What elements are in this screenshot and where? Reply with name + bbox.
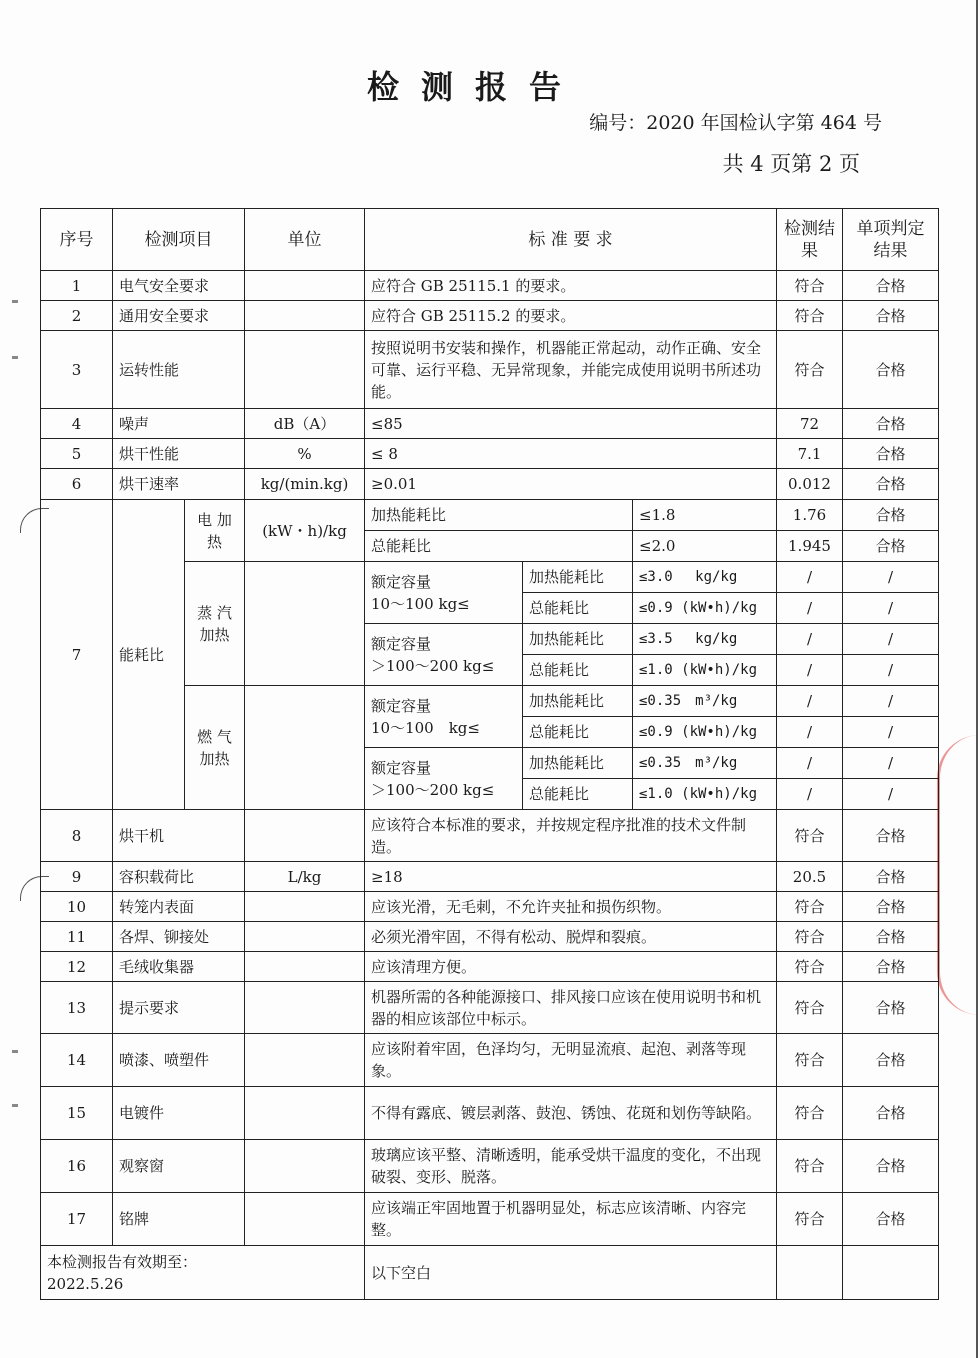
energy-limit: ≤0.9 (kW•h)/kg — [633, 717, 777, 748]
row-unit: % — [245, 439, 365, 469]
row-verdict: 合格 — [843, 1034, 939, 1087]
row-verdict: / — [843, 748, 939, 779]
row-unit — [245, 271, 365, 301]
col-header-verdict: 单项判定结果 — [843, 209, 939, 271]
row-result: / — [777, 748, 843, 779]
energy-limit: ≤0.35 m³/kg — [633, 748, 777, 779]
row-requirement: 应该附着牢固，色泽均匀，无明显流痕、起泡、剥落等现象。 — [365, 1034, 777, 1087]
row-requirement: ≥18 — [365, 862, 777, 892]
row-result: / — [777, 779, 843, 810]
row-requirement: 机器所需的各种能源接口、排风接口应该在使用说明书和机器的相应该部位中标示。 — [365, 982, 777, 1034]
row-unit — [245, 1034, 365, 1087]
row-result: 20.5 — [777, 862, 843, 892]
row-no: 7 — [41, 500, 113, 810]
row-verdict: / — [843, 562, 939, 593]
validity-date: 2022.5.26 — [47, 1274, 124, 1293]
row-verdict: 合格 — [843, 301, 939, 331]
row-result: 符合 — [777, 1193, 843, 1246]
rated-capacity-label: 额定容量 — [371, 634, 432, 653]
scan-mark — [12, 1104, 18, 1107]
row-no: 3 — [41, 331, 113, 409]
table-row — [41, 469, 939, 500]
energy-row-electric-heating — [41, 500, 939, 531]
rated-capacity-range: 10～100 kg≤ — [371, 594, 470, 613]
row-result: 72 — [777, 409, 843, 439]
row-verdict: 合格 — [843, 531, 939, 562]
row-result: 0.012 — [777, 469, 843, 500]
row-item: 观察窗 — [113, 1140, 245, 1193]
row-no: 8 — [41, 810, 113, 862]
row-item: 烘干速率 — [113, 469, 245, 500]
rated-capacity — [365, 686, 523, 748]
energy-metric-name: 加热能耗比 — [523, 748, 633, 779]
row-item: 运转性能 — [113, 331, 245, 409]
row-result: 符合 — [777, 922, 843, 952]
row-result: / — [777, 624, 843, 655]
row-verdict: / — [843, 593, 939, 624]
footer-row — [41, 1246, 939, 1300]
energy-limit: ≤1.0 (kW•h)/kg — [633, 779, 777, 810]
row-requirement: 应符合 GB 25115.1 的要求。 — [365, 271, 777, 301]
energy-metric-name: 总能耗比 — [365, 531, 633, 562]
row-result: 符合 — [777, 1140, 843, 1193]
rated-capacity — [365, 562, 523, 624]
row-unit — [245, 301, 365, 331]
table-row — [41, 952, 939, 982]
row-result: / — [777, 686, 843, 717]
row-item: 转笼内表面 — [113, 892, 245, 922]
energy-metric-name: 加热能耗比 — [523, 562, 633, 593]
table-row — [41, 1034, 939, 1087]
row-result: 符合 — [777, 331, 843, 409]
row-result: / — [777, 593, 843, 624]
energy-limit: ≤3.5 kg/kg — [633, 624, 777, 655]
rated-capacity-label: 额定容量 — [371, 572, 432, 591]
col-header-result: 检测结果 — [777, 209, 843, 271]
row-verdict: 合格 — [843, 922, 939, 952]
row-verdict: 合格 — [843, 862, 939, 892]
row-verdict: / — [843, 686, 939, 717]
energy-metric-name: 加热能耗比 — [523, 624, 633, 655]
row-requirement: 应该符合本标准的要求，并按规定程序批准的技术文件制造。 — [365, 810, 777, 862]
row-requirement: 不得有露底、镀层剥落、鼓泡、锈蚀、花斑和划伤等缺陷。 — [365, 1087, 777, 1140]
row-unit — [245, 982, 365, 1034]
row-no: 2 — [41, 301, 113, 331]
row-item: 各焊、铆接处 — [113, 922, 245, 952]
row-item: 烘干机 — [113, 810, 245, 862]
row-item: 能耗比 — [113, 500, 185, 810]
row-requirement: 应符合 GB 25115.2 的要求。 — [365, 301, 777, 331]
table-row — [41, 409, 939, 439]
row-item: 铭牌 — [113, 1193, 245, 1246]
empty-cell — [777, 1246, 843, 1300]
empty-cell — [843, 1246, 939, 1300]
energy-metric-name: 加热能耗比 — [365, 500, 633, 531]
table-row — [41, 331, 939, 409]
row-result: / — [777, 562, 843, 593]
table-header-row — [41, 209, 939, 271]
row-verdict: 合格 — [843, 439, 939, 469]
row-result: 符合 — [777, 952, 843, 982]
row-verdict: / — [843, 624, 939, 655]
row-result: 1.945 — [777, 531, 843, 562]
row-item: 电镀件 — [113, 1087, 245, 1140]
row-no: 12 — [41, 952, 113, 982]
row-verdict: 合格 — [843, 331, 939, 409]
table-row — [41, 439, 939, 469]
col-header-item: 检测项目 — [113, 209, 245, 271]
row-unit — [245, 922, 365, 952]
row-result: 7.1 — [777, 439, 843, 469]
row-verdict: / — [843, 717, 939, 748]
row-no: 4 — [41, 409, 113, 439]
row-item: 喷漆、喷塑件 — [113, 1034, 245, 1087]
row-requirement: ≤85 — [365, 409, 777, 439]
energy-metric-name: 加热能耗比 — [523, 686, 633, 717]
energy-limit: ≤2.0 — [633, 531, 777, 562]
table-row — [41, 862, 939, 892]
energy-limit: ≤0.35 m³/kg — [633, 686, 777, 717]
row-item: 烘干性能 — [113, 439, 245, 469]
row-result: 符合 — [777, 1034, 843, 1087]
row-requirement: 应该端正牢固地置于机器明显处，标志应该清晰、内容完整。 — [365, 1193, 777, 1246]
rated-capacity-label: 额定容量 — [371, 696, 432, 715]
energy-metric-name: 总能耗比 — [523, 779, 633, 810]
scan-mark — [12, 300, 18, 303]
row-result: / — [777, 655, 843, 686]
row-result: 符合 — [777, 810, 843, 862]
row-requirement: ≥0.01 — [365, 469, 777, 500]
row-unit — [245, 331, 365, 409]
rated-capacity-range: ＞100～200 kg≤ — [371, 780, 495, 799]
validity-label: 本检测报告有效期至： — [47, 1252, 198, 1271]
row-verdict: 合格 — [843, 1087, 939, 1140]
red-seal-stamp — [937, 735, 980, 1015]
page-edge — [976, 0, 978, 1358]
table-row — [41, 892, 939, 922]
heating-type-gas: 燃 气 加热 — [185, 686, 245, 810]
table-row — [41, 922, 939, 952]
row-unit: kg/(min.kg) — [245, 469, 365, 500]
row-verdict: 合格 — [843, 810, 939, 862]
row-unit — [245, 810, 365, 862]
row-requirement: 按照说明书安装和操作，机器能正常起动，动作正确、安全可靠、运行平稳、无异常现象，并能完成使用说明书所述功能。 — [365, 331, 777, 409]
rated-capacity-range: ＞100～200 kg≤ — [371, 656, 495, 675]
energy-metric-name: 总能耗比 — [523, 655, 633, 686]
row-no: 6 — [41, 469, 113, 500]
row-item: 通用安全要求 — [113, 301, 245, 331]
row-requirement: 应该清理方便。 — [365, 952, 777, 982]
col-header-no: 序号 — [41, 209, 113, 271]
row-item: 容积载荷比 — [113, 862, 245, 892]
row-verdict: 合格 — [843, 469, 939, 500]
table-row — [41, 810, 939, 862]
row-verdict: 合格 — [843, 892, 939, 922]
row-unit — [245, 686, 365, 810]
row-verdict: 合格 — [843, 952, 939, 982]
row-verdict: 合格 — [843, 982, 939, 1034]
row-no: 5 — [41, 439, 113, 469]
row-result: 符合 — [777, 982, 843, 1034]
row-no: 11 — [41, 922, 113, 952]
row-no: 1 — [41, 271, 113, 301]
energy-limit: ≤1.8 — [633, 500, 777, 531]
row-result: 1.76 — [777, 500, 843, 531]
table-row — [41, 271, 939, 301]
rated-capacity — [365, 624, 523, 686]
scan-mark — [12, 356, 18, 359]
energy-limit: ≤3.0 kg/kg — [633, 562, 777, 593]
row-unit: (kW・h)/kg — [245, 500, 365, 562]
row-unit — [245, 892, 365, 922]
row-unit — [245, 1087, 365, 1140]
row-item: 毛绒收集器 — [113, 952, 245, 982]
row-no: 16 — [41, 1140, 113, 1193]
row-verdict: 合格 — [843, 409, 939, 439]
row-no: 14 — [41, 1034, 113, 1087]
row-item: 电气安全要求 — [113, 271, 245, 301]
row-requirement: 应该光滑，无毛刺，不允许夹扯和损伤织物。 — [365, 892, 777, 922]
rated-capacity — [365, 748, 523, 810]
row-requirement: 玻璃应该平整、清晰透明，能承受烘干温度的变化，不出现破裂、变形、脱落。 — [365, 1140, 777, 1193]
blank-note: 以下空白 — [365, 1246, 777, 1300]
table-row — [41, 982, 939, 1034]
row-verdict: 合格 — [843, 1140, 939, 1193]
row-item: 提示要求 — [113, 982, 245, 1034]
row-verdict: 合格 — [843, 271, 939, 301]
energy-metric-name: 总能耗比 — [523, 593, 633, 624]
row-no: 10 — [41, 892, 113, 922]
table-row — [41, 1193, 939, 1246]
row-unit — [245, 1140, 365, 1193]
energy-limit: ≤1.0 (kW•h)/kg — [633, 655, 777, 686]
row-verdict: / — [843, 779, 939, 810]
scan-mark — [12, 1050, 18, 1053]
row-result: 符合 — [777, 1087, 843, 1140]
rated-capacity-range: 10～100 kg≤ — [371, 718, 480, 737]
row-no: 13 — [41, 982, 113, 1034]
report-title: 检测报告 — [366, 68, 583, 106]
heating-type-electric: 电 加 热 — [185, 500, 245, 562]
energy-metric-name: 总能耗比 — [523, 717, 633, 748]
heating-type-steam: 蒸 汽 加热 — [185, 562, 245, 686]
table-row — [41, 1140, 939, 1193]
row-unit — [245, 1193, 365, 1246]
validity-cell — [41, 1246, 365, 1300]
row-item: 噪声 — [113, 409, 245, 439]
row-result: 符合 — [777, 892, 843, 922]
row-requirement: ≤ 8 — [365, 439, 777, 469]
col-header-unit: 单位 — [245, 209, 365, 271]
row-result: 符合 — [777, 271, 843, 301]
row-unit — [245, 562, 365, 686]
row-verdict: 合格 — [843, 1193, 939, 1246]
row-verdict: / — [843, 655, 939, 686]
row-result: / — [777, 717, 843, 748]
row-no: 9 — [41, 862, 113, 892]
row-no: 15 — [41, 1087, 113, 1140]
energy-limit: ≤0.9 (kW•h)/kg — [633, 593, 777, 624]
row-unit — [245, 952, 365, 982]
row-unit: dB（A） — [245, 409, 365, 439]
row-no: 17 — [41, 1193, 113, 1246]
report-code: 编号：2020 年国检认字第 464 号 — [589, 112, 882, 134]
row-verdict: 合格 — [843, 500, 939, 531]
row-unit: L/kg — [245, 862, 365, 892]
table-row — [41, 1087, 939, 1140]
row-requirement: 必须光滑牢固，不得有松动、脱焊和裂痕。 — [365, 922, 777, 952]
row-result: 符合 — [777, 301, 843, 331]
table-row — [41, 301, 939, 331]
col-header-requirement: 标 准 要 求 — [365, 209, 777, 271]
inspection-table — [40, 208, 939, 1300]
rated-capacity-label: 额定容量 — [371, 758, 432, 777]
page-info: 共 4 页第 2 页 — [722, 152, 860, 176]
